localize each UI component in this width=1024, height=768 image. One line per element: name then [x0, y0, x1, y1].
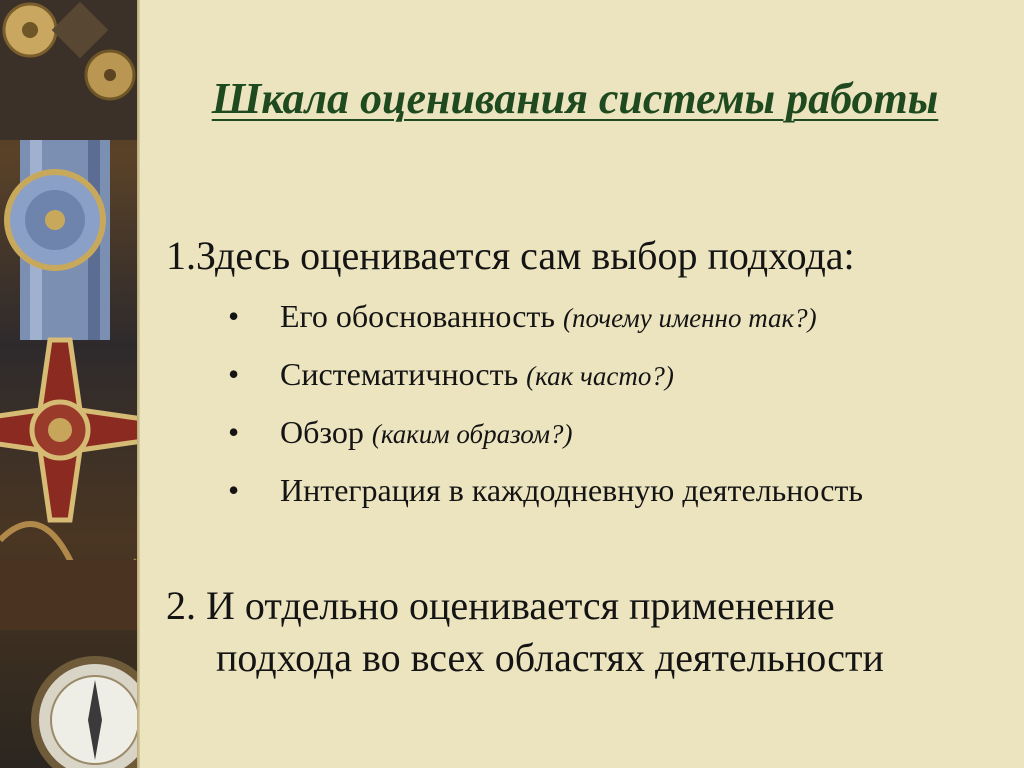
point-2-line-1: 2. И отдельно оценивается применение	[166, 583, 835, 628]
point-2-line-2: подхода во всех областях деятельности	[216, 635, 884, 680]
bullet-item	[228, 470, 988, 510]
decorative-medal-image	[0, 0, 137, 768]
point-1: 1.Здесь оценивается сам выбор подхода:	[166, 233, 855, 278]
bullet-text: Обзор	[280, 414, 364, 450]
bullet-text: Систематичность	[280, 356, 519, 392]
bullet-note: (как часто?)	[526, 361, 674, 391]
bullet-text: Интеграция в каждодневную деятельность	[280, 472, 863, 508]
slide-title-text: Шкала оценивания системы работы	[211, 74, 939, 123]
bullet-marker: •	[228, 356, 240, 392]
bullet-note: (почему именно так?)	[563, 303, 817, 333]
bullet-note: (каким образом?)	[371, 419, 573, 449]
bullet-marker: •	[228, 298, 240, 334]
side-divider	[137, 0, 140, 768]
bullet-item	[228, 296, 988, 338]
bullet-list	[228, 296, 988, 526]
bullet-item	[228, 354, 988, 396]
point-2	[166, 580, 1006, 684]
slide-title	[150, 72, 1000, 126]
bullet-marker: •	[228, 414, 240, 450]
bullet-marker: •	[228, 472, 240, 508]
bullet-item	[228, 412, 988, 454]
bullet-text: Его обоснованность	[280, 298, 555, 334]
